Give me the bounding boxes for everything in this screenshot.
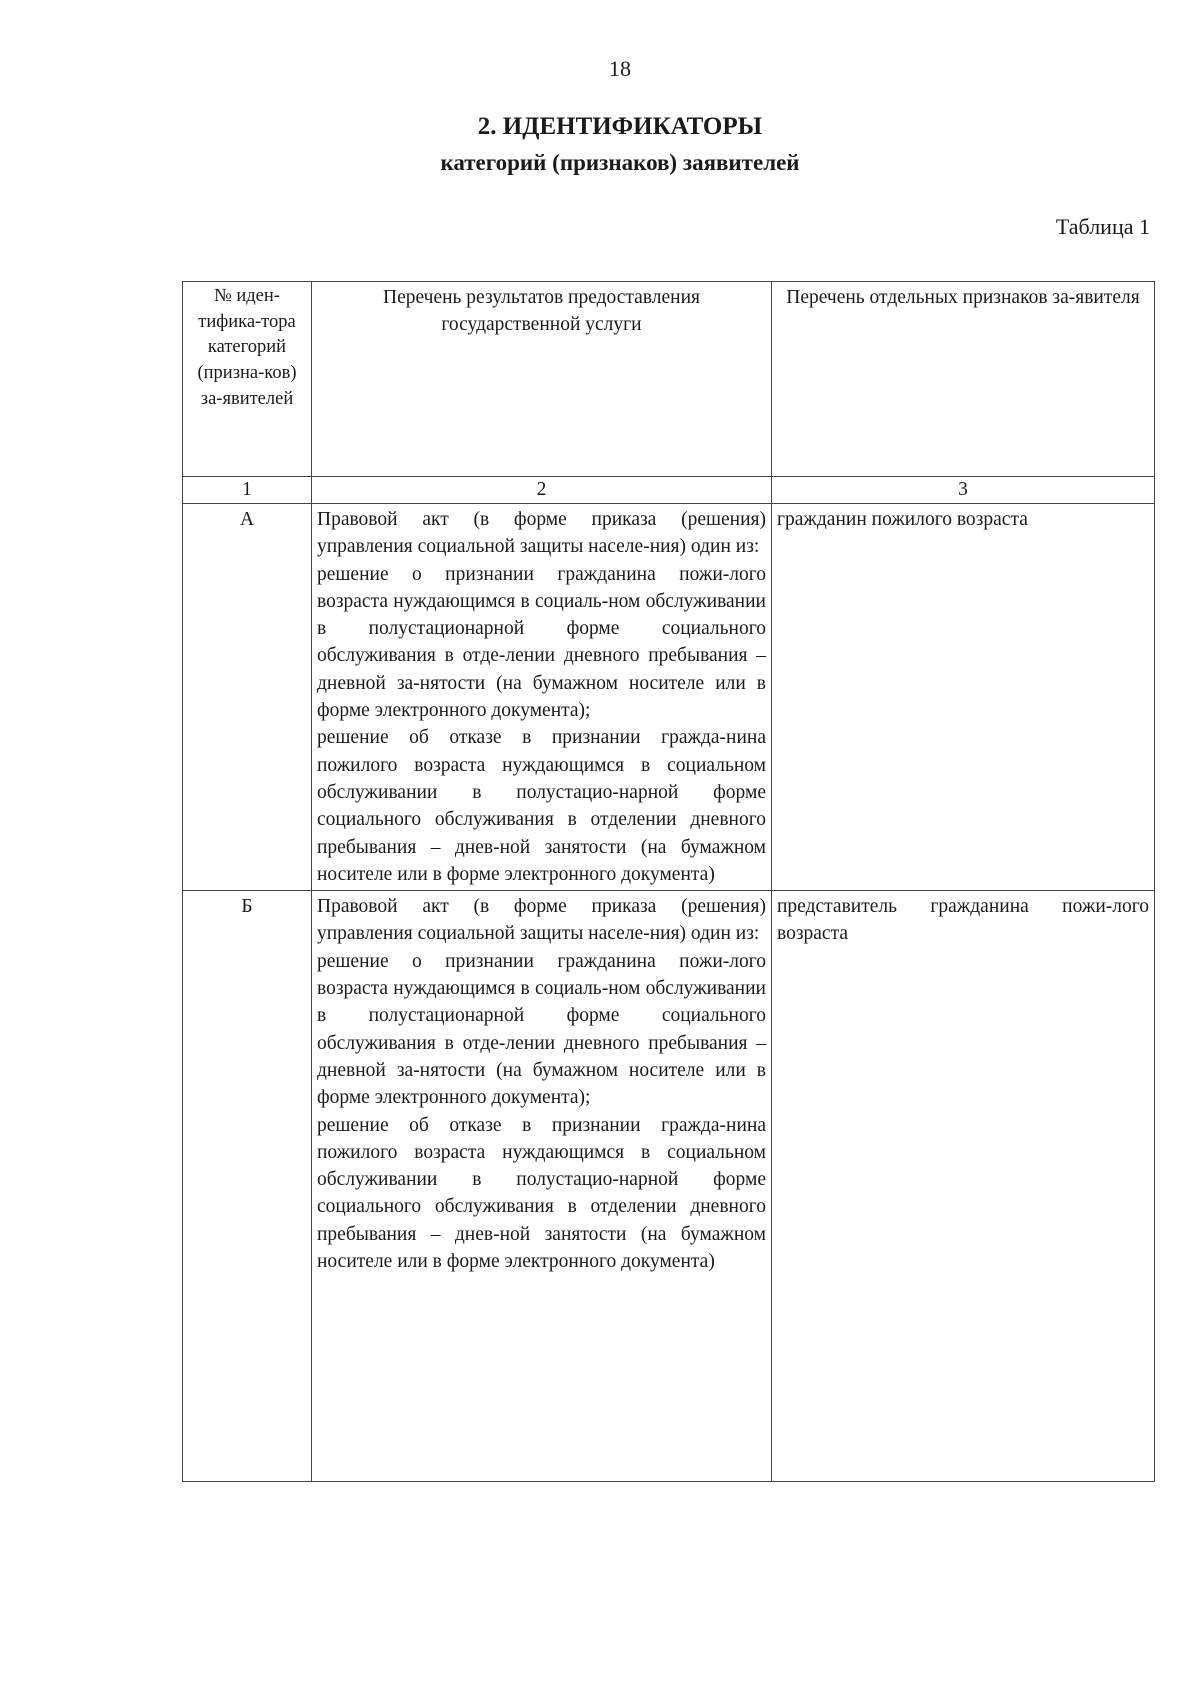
identifiers-table	[182, 281, 1155, 1482]
column-number: 2	[312, 477, 772, 504]
column-number: 3	[772, 477, 1155, 504]
row-results	[312, 504, 772, 891]
row-identifier: Б	[183, 891, 312, 1482]
row-applicant-sign: гражданин пожилого возраста	[772, 504, 1155, 891]
results-intro: Правовой акт (в форме приказа (решения) управления социальной защиты населе-ния) один из:	[317, 509, 766, 558]
results-item: решение о признании гражданина пожи-лого возраста нуждающимся в социаль-ном обслуживании в полустационарной форме социального обслуживания в отде-лении дневного пребывания – дневной за-нятости (на бумажном носителе или в форме электронного документа);	[317, 563, 766, 722]
column-numbers-row	[183, 477, 1155, 504]
header-identifier-number: № иден-тифика-тора категорий (призна-ков) за-явителей	[183, 282, 312, 477]
row-identifier: А	[183, 504, 312, 891]
header-applicant-signs: Перечень отдельных признаков за-явителя	[772, 282, 1155, 477]
document-subtitle: категорий (признаков) заявителей	[440, 150, 800, 175]
page-number: 18	[609, 56, 631, 81]
header-results-list: Перечень результатов предоставления государственной услуги	[312, 282, 772, 477]
results-item: решение об отказе в признании гражда-нина пожилого возраста нуждающимся в социальном обслуживании в полустацио-нарной форме социального обслуживания в отделении дневного пребывания – днев-ной занятости (на бумажном носителе или в форме электронного документа)	[317, 1114, 766, 1273]
table-header-row	[183, 282, 1155, 477]
table-caption: Таблица 1	[1055, 214, 1150, 239]
results-item: решение о признании гражданина пожи-лого возраста нуждающимся в социаль-ном обслуживании в полустационарной форме социального обслуживания в отде-лении дневного пребывания – дневной за-нятости (на бумажном носителе или в форме электронного документа);	[317, 950, 766, 1109]
table-row	[183, 891, 1155, 1482]
row-results	[312, 891, 772, 1482]
results-intro: Правовой акт (в форме приказа (решения) управления социальной защиты населе-ния) один из:	[317, 896, 766, 945]
column-number: 1	[183, 477, 312, 504]
document-title: 2. ИДЕНТИФИКАТОРЫ	[477, 113, 763, 140]
row-applicant-sign: представитель гражданина пожи-лого возраста	[772, 891, 1155, 1482]
table-row	[183, 504, 1155, 891]
results-item: решение об отказе в признании гражда-нина пожилого возраста нуждающимся в социальном обслуживании в полустацио-нарной форме социального обслуживания в отделении дневного пребывания – днев-ной занятости (на бумажном носителе или в форме электронного документа)	[317, 727, 766, 885]
